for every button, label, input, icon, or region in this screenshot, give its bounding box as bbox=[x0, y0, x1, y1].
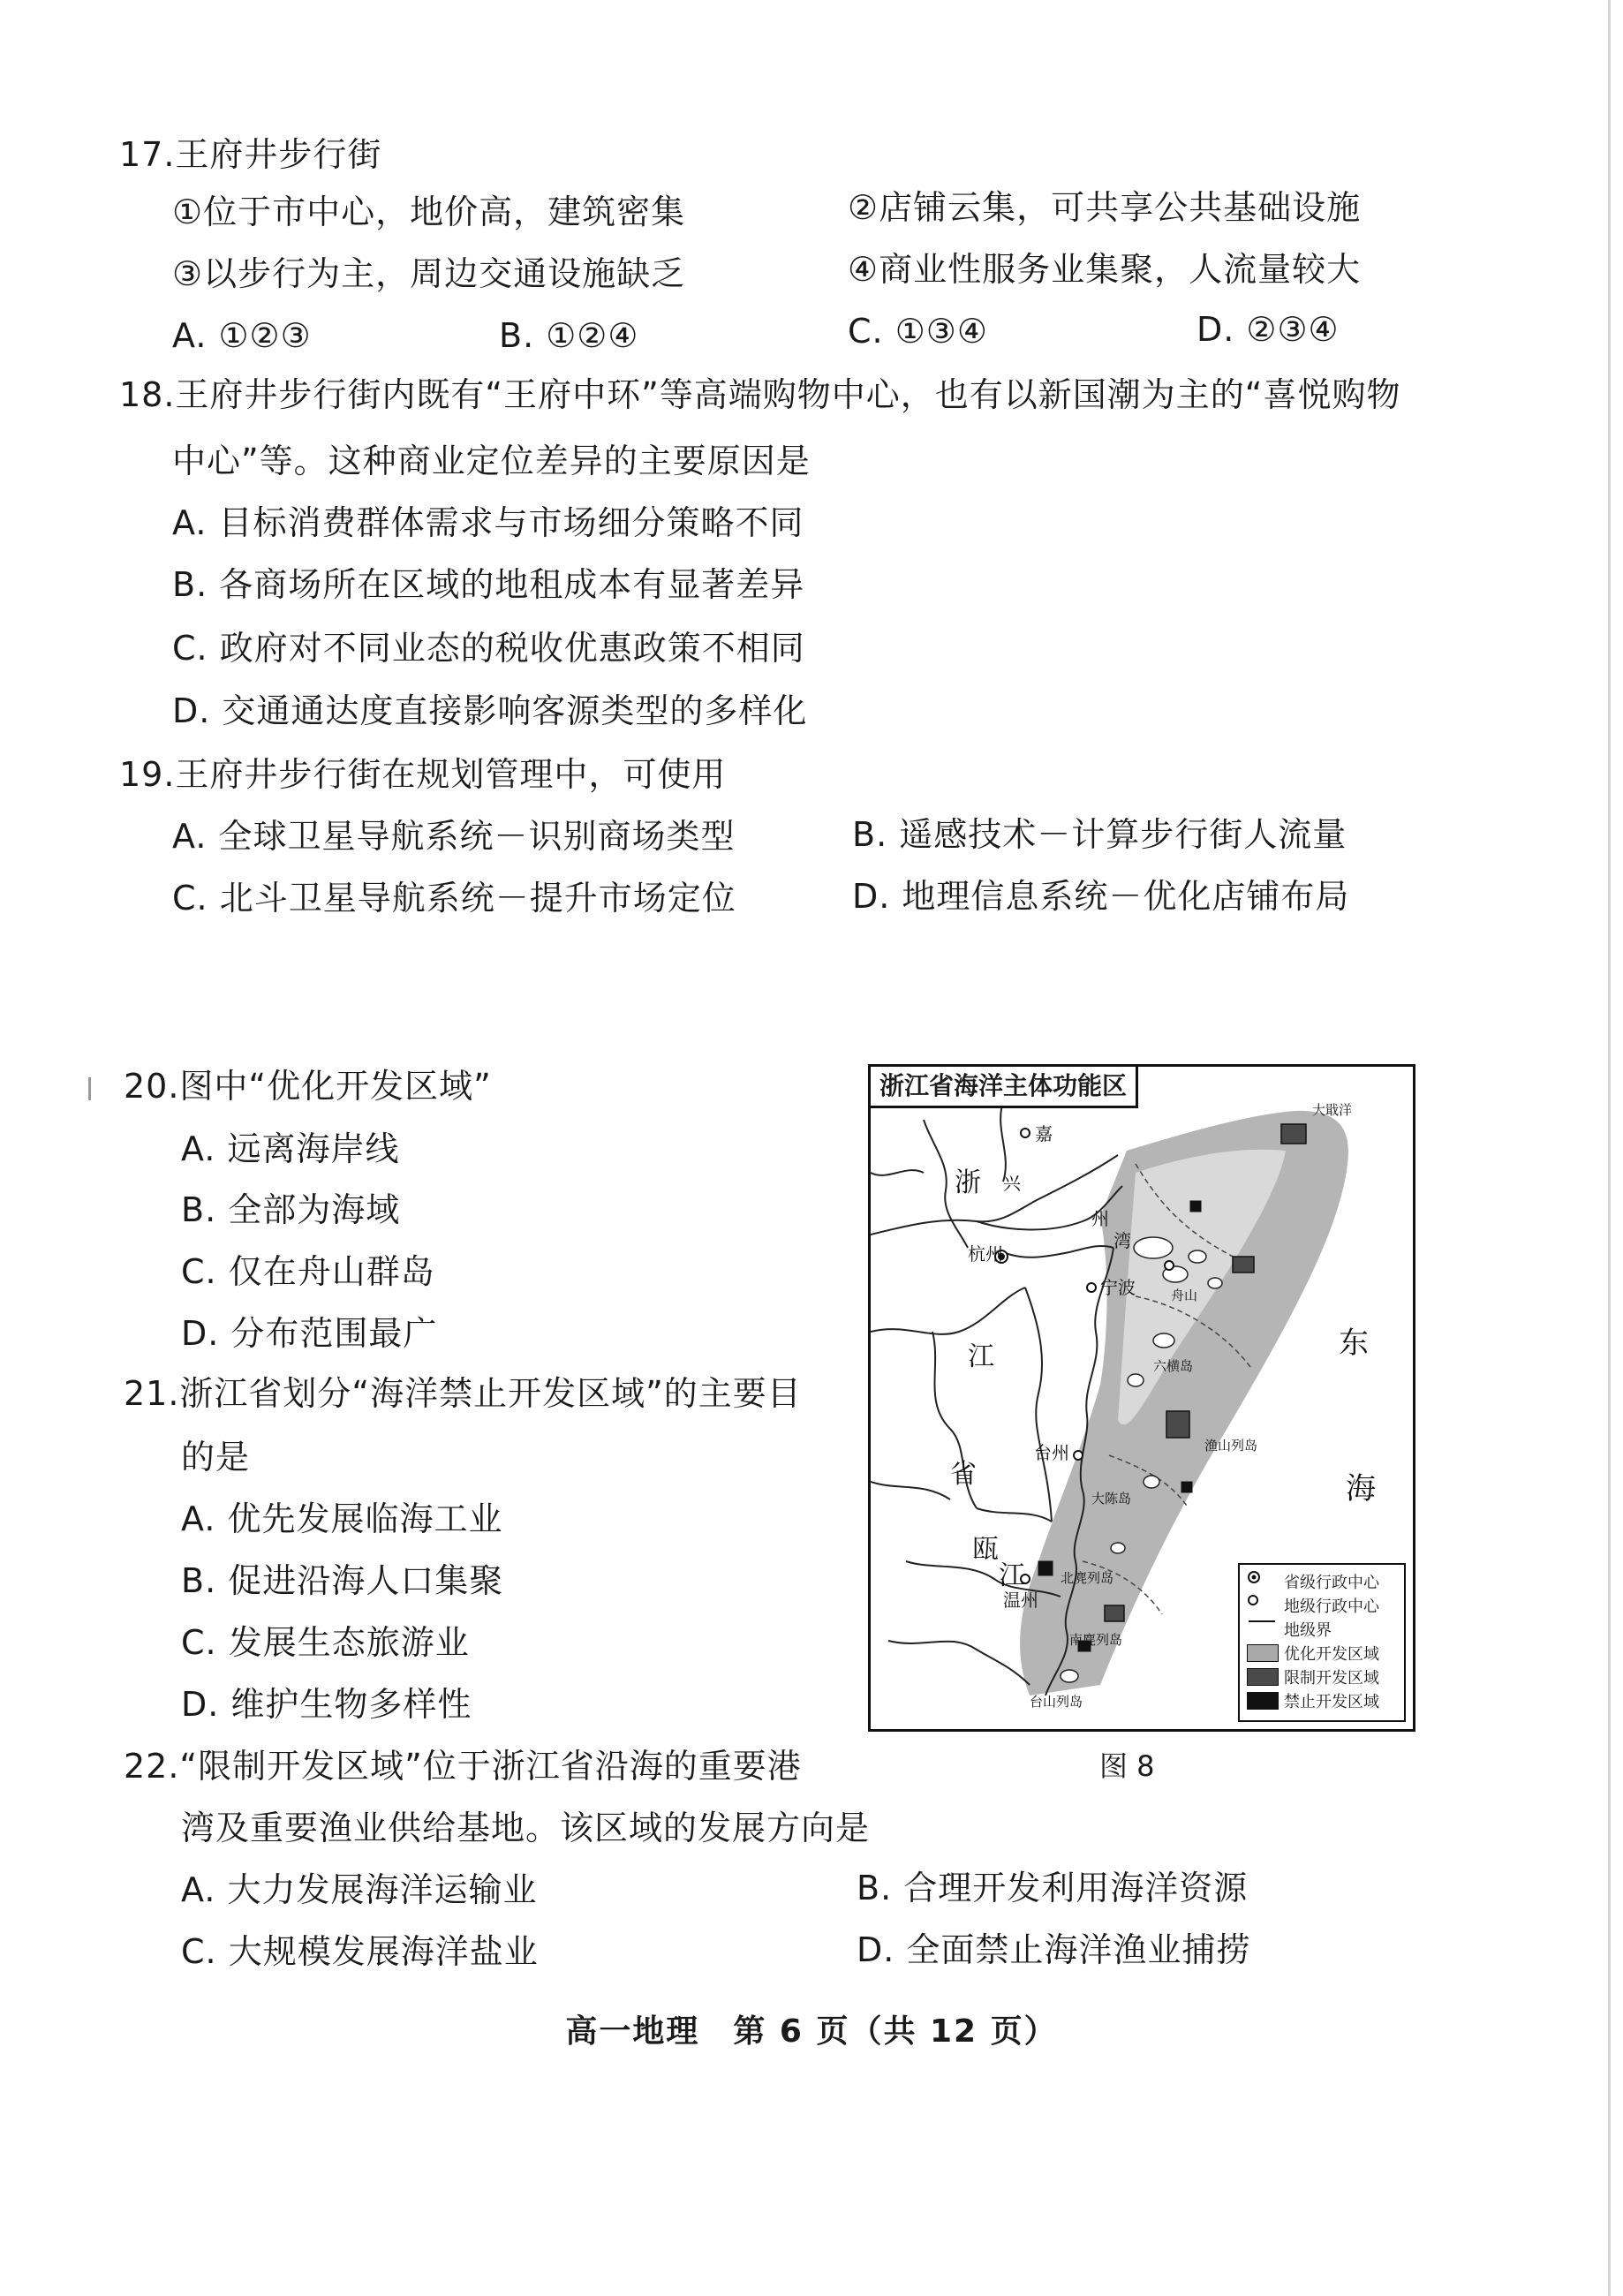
q19-choice-c[interactable]: C. 北斗卫星导航系统－提升市场定位 bbox=[172, 879, 736, 918]
q18-choice-a[interactable]: A. 目标消费群体需求与市场细分策略不同 bbox=[172, 503, 804, 542]
map-label-beiji: 北麂列岛 bbox=[1061, 1570, 1114, 1586]
q17-choice-b[interactable]: B. ①②④ bbox=[499, 316, 639, 355]
map-label-dong: 东 bbox=[1339, 1325, 1369, 1361]
q19-choice-a[interactable]: A. 全球卫星导航系统－识别商场类型 bbox=[172, 817, 736, 856]
map-label-liuheng: 六横岛 bbox=[1153, 1358, 1194, 1374]
map-label-hai: 海 bbox=[1346, 1471, 1376, 1507]
map-label-ningbo: 宁波 bbox=[1100, 1277, 1136, 1298]
q17-option-4: ④商业性服务业集聚，人流量较大 bbox=[848, 250, 1362, 289]
figure-caption: 图 8 bbox=[1099, 1749, 1155, 1783]
map-label-zhe: 浙 bbox=[955, 1167, 981, 1198]
map-label-xing: 兴 bbox=[1003, 1173, 1021, 1194]
q22-choice-a[interactable]: A. 大力发展海洋运输业 bbox=[181, 1870, 538, 1909]
q18-stem-line1: 18.王府井步行街内既有“王府中环”等高端购物中心，也有以新国潮为主的“喜悦购物 bbox=[119, 375, 1401, 414]
page-footer: 高一地理 第 6 页（共 12 页） bbox=[565, 2013, 1058, 2050]
page-edge-line bbox=[1608, 0, 1611, 2296]
map-label-sheng: 省 bbox=[950, 1459, 977, 1490]
legend-restrict: 限制开发区域 bbox=[1247, 1665, 1379, 1688]
legend-city-center: 地级行政中心 bbox=[1247, 1594, 1379, 1617]
boundary-line-icon bbox=[1247, 1618, 1277, 1625]
legend-boundary: 地级界 bbox=[1247, 1618, 1332, 1641]
map-label-taishan: 台山列岛 bbox=[1030, 1694, 1083, 1710]
q19-choice-d[interactable]: D. 地理信息系统－优化店铺布局 bbox=[852, 877, 1350, 916]
q22-choice-c[interactable]: C. 大规模发展海洋盐业 bbox=[181, 1932, 539, 1971]
map-title: 浙江省海洋主体功能区 bbox=[871, 1067, 1138, 1108]
q21-stem-line1: 21.浙江省划分“海洋禁止开发区域”的主要目 bbox=[124, 1374, 802, 1413]
q19-stem: 19.王府井步行街在规划管理中，可使用 bbox=[119, 755, 727, 794]
provincial-center-icon bbox=[1247, 1570, 1261, 1584]
q17-choice-a[interactable]: A. ①②③ bbox=[172, 316, 312, 355]
map-label-zhou: 州 bbox=[1091, 1208, 1109, 1229]
q17-option-2: ②店铺云集，可共享公共基础设施 bbox=[848, 188, 1362, 227]
q19-choice-b[interactable]: B. 遥感技术－计算步行街人流量 bbox=[852, 815, 1347, 854]
q22-stem-line1: 22.“限制开发区域”位于浙江省沿海的重要港 bbox=[124, 1747, 802, 1786]
q18-choice-b[interactable]: B. 各商场所在区域的地租成本有显著差异 bbox=[172, 565, 805, 604]
map-label-zhoushan: 舟山 bbox=[1171, 1288, 1198, 1303]
map-label-nanji: 南麂列岛 bbox=[1069, 1632, 1123, 1648]
q20-choice-a[interactable]: A. 远离海岸线 bbox=[181, 1129, 400, 1168]
map-label-wan: 湾 bbox=[1113, 1230, 1131, 1251]
q22-choice-d[interactable]: D. 全面禁止海洋渔业捕捞 bbox=[857, 1930, 1251, 1969]
map-label-ou: 瓯 bbox=[972, 1534, 999, 1565]
q21-choice-c[interactable]: C. 发展生态旅游业 bbox=[181, 1623, 470, 1662]
q20-choice-c[interactable]: C. 仅在舟山群岛 bbox=[181, 1252, 435, 1291]
q21-choice-d[interactable]: D. 维护生物多样性 bbox=[181, 1685, 472, 1724]
figure-8-map bbox=[868, 1064, 1415, 1732]
q18-stem-line2: 中心”等。这种商业定位差异的主要原因是 bbox=[172, 442, 811, 480]
q21-stem-line2: 的是 bbox=[181, 1438, 251, 1477]
legend-prohibit: 禁止开发区域 bbox=[1247, 1689, 1379, 1712]
map-label-dachen: 大陈岛 bbox=[1091, 1491, 1132, 1507]
map-legend bbox=[1238, 1563, 1406, 1722]
q22-choice-b[interactable]: B. 合理开发利用海洋资源 bbox=[857, 1869, 1249, 1907]
map-label-jiang2: 江 bbox=[999, 1560, 1025, 1591]
map-label-wenzhou: 温州 bbox=[1003, 1590, 1038, 1611]
legend-optimize: 优化开发区域 bbox=[1247, 1642, 1379, 1665]
q20-choice-d[interactable]: D. 分布范围最广 bbox=[181, 1314, 438, 1353]
q17-option-1: ①位于市中心，地价高，建筑密集 bbox=[172, 193, 686, 231]
q20-choice-b[interactable]: B. 全部为海域 bbox=[181, 1190, 401, 1229]
optimize-swatch-icon bbox=[1247, 1644, 1279, 1662]
q20-stem: 20.图中“优化开发区域” bbox=[124, 1067, 492, 1106]
q18-choice-d[interactable]: D. 交通通达度直接影响客源类型的多样化 bbox=[172, 691, 808, 730]
map-label-dayangshan: 大戢洋 bbox=[1312, 1102, 1353, 1118]
prohibit-swatch-icon bbox=[1247, 1692, 1279, 1710]
q22-stem-line2: 湾及重要渔业供给基地。该区域的发展方向是 bbox=[181, 1809, 871, 1847]
q17-option-3: ③以步行为主，周边交通设施缺乏 bbox=[172, 254, 686, 293]
city-center-icon bbox=[1247, 1594, 1259, 1606]
q21-choice-a[interactable]: A. 优先发展临海工业 bbox=[181, 1499, 503, 1538]
restrict-swatch-icon bbox=[1247, 1668, 1279, 1686]
map-label-yushan: 渔山列岛 bbox=[1204, 1438, 1258, 1454]
map-label-hangzhou: 杭州 bbox=[968, 1243, 1003, 1265]
map-label-jia: 嘉 bbox=[1035, 1123, 1053, 1144]
q17-choice-c[interactable]: C. ①③④ bbox=[848, 312, 988, 351]
q17-stem: 17.王府井步行街 bbox=[119, 135, 382, 174]
legend-provincial-center: 省级行政中心 bbox=[1247, 1570, 1379, 1593]
q18-choice-c[interactable]: C. 政府对不同业态的税收优惠政策不相同 bbox=[172, 629, 805, 668]
map-label-taizhou: 台州 bbox=[1034, 1442, 1069, 1463]
q17-choice-d[interactable]: D. ②③④ bbox=[1196, 310, 1340, 349]
q21-choice-b[interactable]: B. 促进沿海人口集聚 bbox=[181, 1561, 504, 1600]
map-label-jiang: 江 bbox=[968, 1341, 994, 1372]
margin-mark bbox=[88, 1077, 91, 1100]
